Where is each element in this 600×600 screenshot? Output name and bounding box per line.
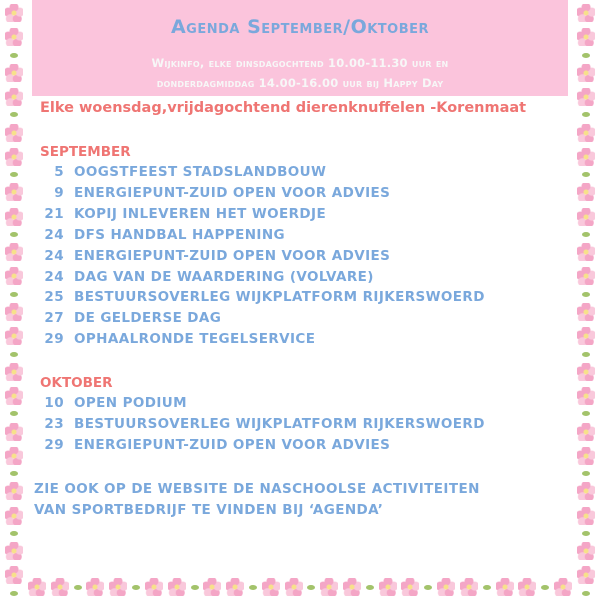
agenda-day: 24	[44, 247, 64, 264]
agenda-day: 24	[44, 268, 64, 285]
leaf-icon	[10, 352, 18, 357]
flower-icon	[5, 507, 23, 525]
weekly-notice: Elke woensdag,vrijdagochtend dierenknuffelen -Korenmaat	[40, 100, 527, 116]
agenda-item	[38, 248, 390, 264]
flower-icon	[5, 542, 23, 560]
flower-icon	[5, 387, 23, 405]
flower-icon	[577, 243, 595, 261]
flower-icon	[577, 303, 595, 321]
wijkinfo-line-2: donderdagmiddag 14.00-16.00 uur bij Happy Day	[156, 76, 444, 90]
flower-icon	[577, 208, 595, 226]
flower-icon	[577, 363, 595, 381]
flower-icon	[577, 183, 595, 201]
flower-icon	[5, 267, 23, 285]
flower-icon	[577, 88, 595, 106]
flower-border-bottom	[28, 574, 572, 600]
leaf-icon	[582, 531, 590, 536]
agenda-text: KOPIJ INLEVEREN HET WOERDJE	[74, 205, 327, 222]
leaf-icon	[74, 585, 82, 590]
flower-icon	[379, 578, 397, 596]
agenda-day: 21	[44, 205, 64, 222]
agenda-text: ENERGIEPUNT-ZUID OPEN VOOR ADVIES	[74, 184, 391, 201]
flower-icon	[285, 578, 303, 596]
flower-icon	[577, 482, 595, 500]
flower-icon	[5, 423, 23, 441]
agenda-text: ENERGIEPUNT-ZUID OPEN VOOR ADVIES	[74, 247, 391, 264]
agenda-item	[38, 164, 326, 180]
flower-icon	[554, 578, 572, 596]
flower-icon	[401, 578, 419, 596]
flower-icon	[577, 327, 595, 345]
leaf-icon	[10, 531, 18, 536]
flower-icon	[5, 566, 23, 584]
flower-icon	[5, 327, 23, 345]
leaf-icon	[582, 172, 590, 177]
flower-icon	[226, 578, 244, 596]
agenda-day: 25	[44, 289, 64, 306]
flower-border-left	[0, 0, 28, 600]
flower-icon	[343, 578, 361, 596]
agenda-item	[38, 437, 390, 453]
agenda-text: DE GELDERSE DAG	[74, 310, 222, 327]
leaf-icon	[582, 352, 590, 357]
agenda-text: OPHAALRONDE TEGELSERVICE	[74, 331, 316, 348]
flower-icon	[5, 124, 23, 142]
leaf-icon	[191, 585, 199, 590]
leaf-icon	[582, 112, 590, 117]
flower-icon	[5, 482, 23, 500]
agenda-item	[38, 206, 326, 222]
leaf-icon	[582, 411, 590, 416]
agenda-day: 23	[44, 415, 64, 432]
leaf-icon	[582, 232, 590, 237]
leaf-icon	[582, 292, 590, 297]
flower-icon	[109, 578, 127, 596]
leaf-icon	[10, 53, 18, 58]
flower-icon	[28, 578, 46, 596]
footer-line-1: ZIE OOK OP DE WEBSITE DE NASCHOOLSE ACTIVITEITEN	[34, 481, 480, 497]
leaf-icon	[366, 585, 374, 590]
leaf-icon	[483, 585, 491, 590]
flower-icon	[5, 363, 23, 381]
flower-icon	[262, 578, 280, 596]
leaf-icon	[10, 591, 18, 596]
flower-icon	[5, 148, 23, 166]
september-heading: SEPTEMBER	[40, 144, 131, 160]
flower-icon	[577, 423, 595, 441]
flower-icon	[86, 578, 104, 596]
flower-icon	[5, 208, 23, 226]
page-title: Agenda September/Oktober	[170, 16, 430, 38]
agenda-text: OPEN PODIUM	[74, 395, 187, 411]
flower-icon	[577, 28, 595, 46]
flower-icon	[51, 578, 69, 596]
leaf-icon	[307, 585, 315, 590]
flower-icon	[5, 243, 23, 261]
wijkinfo-line-1: Wijkinfo, elke dinsdagochtend 10.00-11.30 uur en	[151, 56, 449, 70]
agenda-day: 10	[44, 395, 64, 411]
agenda-day: 29	[44, 331, 64, 348]
leaf-icon	[424, 585, 432, 590]
agenda-item	[38, 310, 221, 326]
flower-icon	[496, 578, 514, 596]
agenda-text: ENERGIEPUNT-ZUID OPEN VOOR ADVIES	[74, 436, 391, 453]
header-banner	[32, 0, 568, 96]
agenda-item	[38, 269, 374, 285]
leaf-icon	[582, 53, 590, 58]
flower-icon	[5, 64, 23, 82]
flower-icon	[577, 267, 595, 285]
flower-icon	[5, 4, 23, 22]
agenda-item	[38, 289, 485, 305]
flower-icon	[577, 542, 595, 560]
flower-icon	[577, 507, 595, 525]
flower-icon	[145, 578, 163, 596]
flower-icon	[577, 447, 595, 465]
flower-icon	[5, 28, 23, 46]
leaf-icon	[541, 585, 549, 590]
agenda-text: DFS HANDBAL HAPPENING	[74, 226, 285, 243]
agenda-item	[38, 395, 187, 411]
flower-icon	[5, 88, 23, 106]
flower-icon	[437, 578, 455, 596]
leaf-icon	[582, 591, 590, 596]
agenda-day: 24	[44, 226, 64, 243]
flower-icon	[168, 578, 186, 596]
agenda-day: 9	[54, 184, 64, 201]
flower-icon	[5, 183, 23, 201]
agenda-text: BESTUURSOVERLEG WIJKPLATFORM RIJKERSWOERD	[74, 289, 485, 306]
leaf-icon	[582, 471, 590, 476]
flower-icon	[577, 4, 595, 22]
footer-line-2: VAN SPORTBEDRIJF TE VINDEN BIJ ‘AGENDA’	[34, 502, 384, 518]
agenda-day: 5	[54, 164, 64, 180]
agenda-item	[38, 331, 315, 347]
leaf-icon	[10, 471, 18, 476]
flower-icon	[518, 578, 536, 596]
agenda-day: 27	[44, 310, 64, 327]
agenda-text: DAG VAN DE WAARDERING (VOLVARE)	[74, 268, 374, 285]
flower-icon	[577, 148, 595, 166]
leaf-icon	[10, 411, 18, 416]
leaf-icon	[132, 585, 140, 590]
leaf-icon	[249, 585, 257, 590]
flower-icon	[577, 387, 595, 405]
flower-icon	[460, 578, 478, 596]
oktober-heading: OKTOBER	[40, 375, 113, 391]
flower-icon	[577, 566, 595, 584]
flower-icon	[203, 578, 221, 596]
leaf-icon	[10, 112, 18, 117]
agenda-item	[38, 185, 390, 201]
leaf-icon	[10, 232, 18, 237]
agenda-item	[38, 416, 485, 432]
flower-icon	[577, 64, 595, 82]
flower-border-right	[572, 0, 600, 600]
flower-icon	[5, 447, 23, 465]
agenda-day: 29	[44, 436, 64, 453]
leaf-icon	[10, 172, 18, 177]
agenda-text: OOGSTFEEST STADSLANDBOUW	[74, 164, 327, 180]
agenda-item	[38, 227, 285, 243]
agenda-text: BESTUURSOVERLEG WIJKPLATFORM RIJKERSWOERD	[74, 415, 485, 432]
flower-icon	[320, 578, 338, 596]
flower-icon	[5, 303, 23, 321]
flower-icon	[577, 124, 595, 142]
leaf-icon	[10, 292, 18, 297]
